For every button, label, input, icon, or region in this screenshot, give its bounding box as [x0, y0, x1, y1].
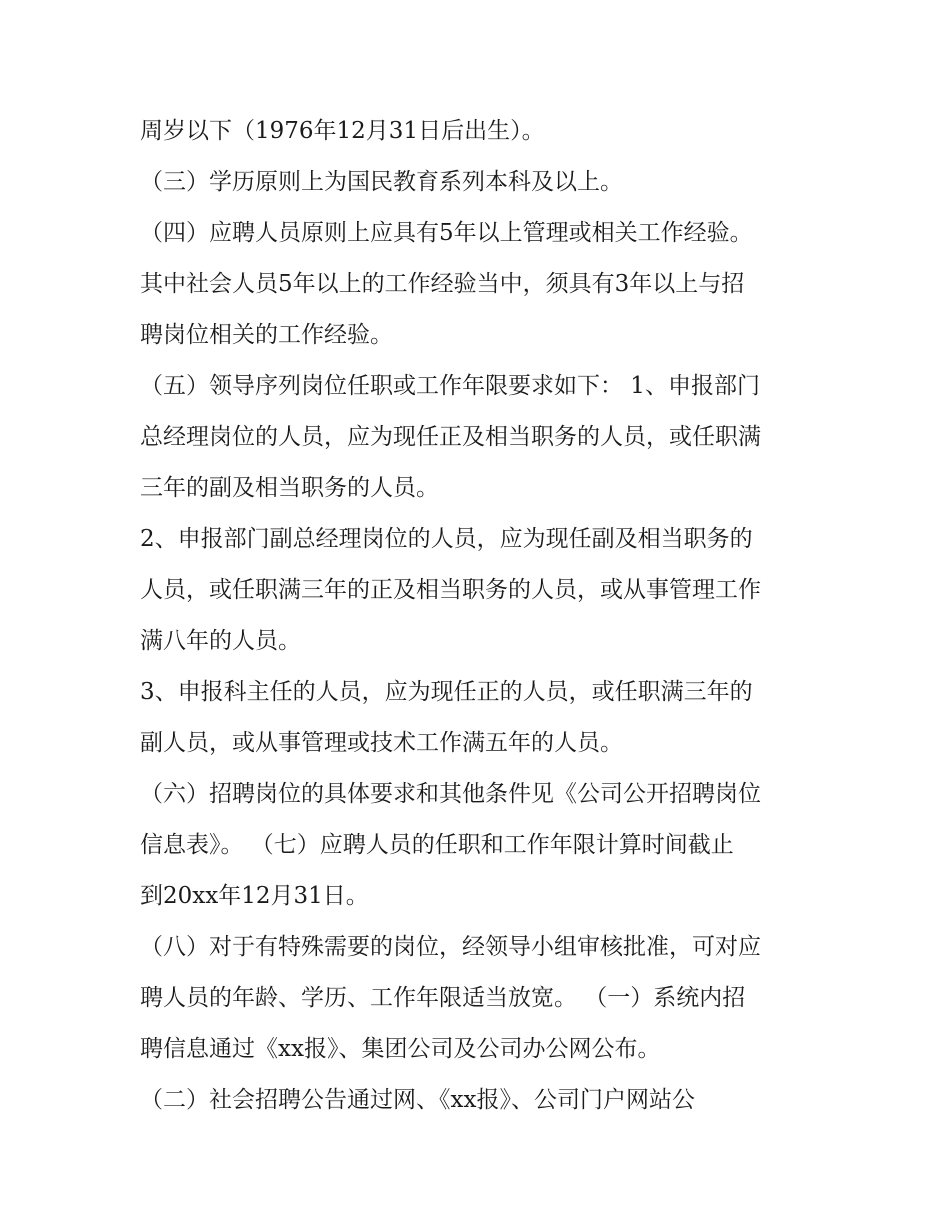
- text-line: （二）社会招聘公告通过网、《xx报》、公司门户网站公: [140, 1087, 695, 1113]
- text-line: （八）对于有特殊需要的岗位，经领导小组审核批准，可对应: [140, 934, 761, 960]
- text-line: 3、申报科主任的人员，应为现任正的人员，或任职满三年的: [140, 679, 753, 705]
- text-line: 总经理岗位的人员，应为现任正及相当职务的人员，或任职满: [140, 424, 761, 450]
- text-line: 聘人员的年龄、学历、工作年限适当放宽。 （一）系统内招: [140, 985, 746, 1011]
- text-line: （六）招聘岗位的具体要求和其他条件见《公司公开招聘岗位: [140, 781, 761, 807]
- text-line: 2、申报部门副总经理岗位的人员，应为现任副及相当职务的: [140, 526, 753, 552]
- text-line: 副人员，或从事管理或技术工作满五年的人员。: [140, 730, 623, 756]
- text-line: 人员，或任职满三年的正及相当职务的人员，或从事管理工作: [140, 577, 761, 603]
- text-line: 其中社会人员5年以上的工作经验当中，须具有3年以上与招: [140, 271, 745, 297]
- text-line: 周岁以下（1976年12月31日后出生）。: [140, 118, 545, 144]
- text-line: 聘信息通过《xx报》、集团公司及公司办公网公布。: [140, 1036, 661, 1062]
- text-line: （三）学历原则上为国民教育系列本科及以上。: [140, 169, 623, 195]
- text-line: 信息表》。 （七）应聘人员的任职和工作年限计算时间截止: [140, 832, 734, 858]
- document-body: [140, 106, 830, 1126]
- text-line: 三年的副及相当职务的人员。: [140, 475, 439, 501]
- text-line: 聘岗位相关的工作经验。: [140, 322, 393, 348]
- text-line: 满八年的人员。: [140, 628, 301, 654]
- text-line: （五）领导序列岗位任职或工作年限要求如下： 1、申报部门: [140, 373, 760, 399]
- text-line: 到20xx年12月31日。: [140, 883, 369, 909]
- text-line: （四）应聘人员原则上应具有5年以上管理或相关工作经验。: [140, 220, 753, 246]
